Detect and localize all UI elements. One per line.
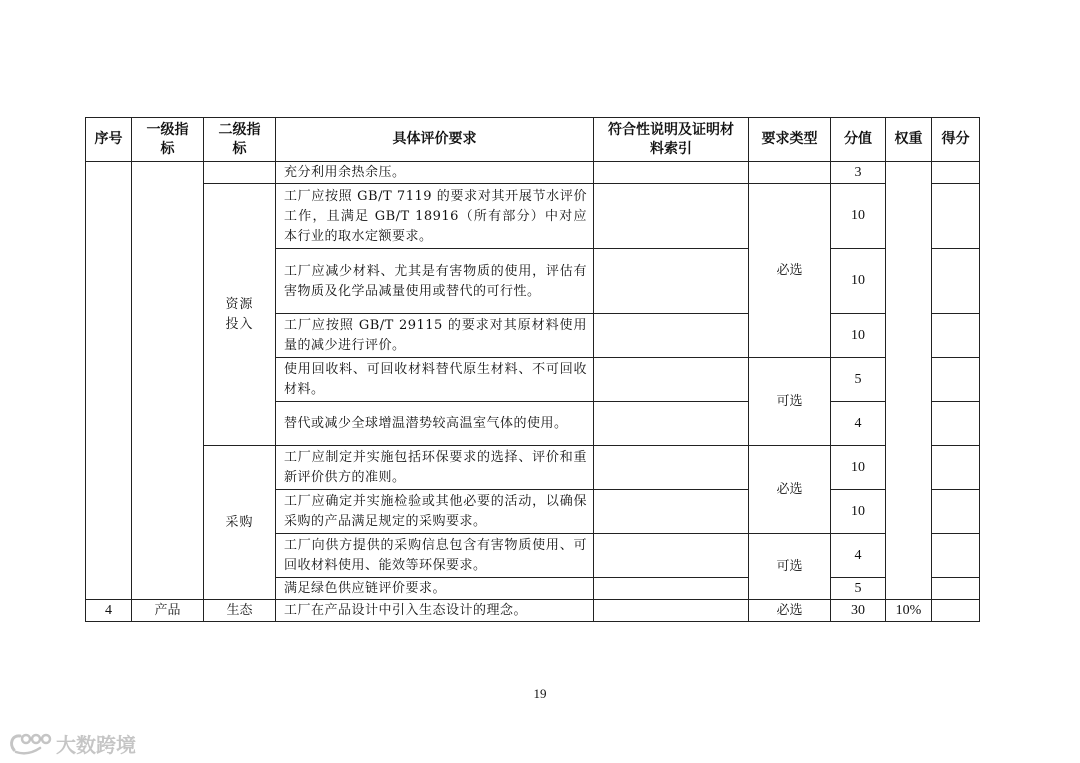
result-cell[interactable] bbox=[932, 184, 980, 249]
result-cell[interactable] bbox=[932, 314, 980, 358]
requirement-cell: 工厂向供方提供的采购信息包含有害物质使用、可回收材料使用、能效等环保要求。 bbox=[276, 534, 594, 578]
score-cell: 3 bbox=[831, 162, 886, 184]
header-level1: 一级指标 bbox=[132, 118, 204, 162]
seq-cell: 4 bbox=[86, 600, 132, 622]
page-number: 19 bbox=[533, 686, 547, 701]
requirement-cell: 使用回收料、可回收材料替代原生材料、不可回收材料。 bbox=[276, 358, 594, 402]
type-optional: 可选 bbox=[749, 534, 831, 600]
result-cell[interactable] bbox=[932, 578, 980, 600]
watermark-logo-icon bbox=[8, 730, 52, 756]
seq-cell bbox=[86, 162, 132, 600]
evidence-cell[interactable] bbox=[594, 314, 749, 358]
evaluation-table bbox=[85, 117, 980, 622]
requirement-cell: 满足绿色供应链评价要求。 bbox=[276, 578, 594, 600]
type-mandatory: 必选 bbox=[749, 446, 831, 534]
table-row bbox=[86, 600, 980, 622]
header-weight: 权重 bbox=[886, 118, 932, 162]
evidence-cell[interactable] bbox=[594, 184, 749, 249]
type-cell bbox=[749, 162, 831, 184]
requirement-cell: 工厂应制定并实施包括环保要求的选择、评价和重新评价供方的准则。 bbox=[276, 446, 594, 490]
score-cell: 4 bbox=[831, 402, 886, 446]
evidence-cell[interactable] bbox=[594, 162, 749, 184]
header-seq: 序号 bbox=[86, 118, 132, 162]
weight-cell bbox=[886, 162, 932, 600]
requirement-cell: 工厂应确定并实施检验或其他必要的活动，以确保采购的产品满足规定的采购要求。 bbox=[276, 490, 594, 534]
score-cell: 10 bbox=[831, 249, 886, 314]
score-cell: 10 bbox=[831, 314, 886, 358]
score-cell: 10 bbox=[831, 184, 886, 249]
level2-resource-input: 资源投入 bbox=[204, 184, 276, 446]
header-evidence: 符合性说明及证明材料索引 bbox=[594, 118, 749, 162]
header-requirement: 具体评价要求 bbox=[276, 118, 594, 162]
level1-cell: 产品 bbox=[132, 600, 204, 622]
requirement-cell: 替代或减少全球增温潜势较高温室气体的使用。 bbox=[276, 402, 594, 446]
result-cell[interactable] bbox=[932, 534, 980, 578]
type-cell: 必选 bbox=[749, 600, 831, 622]
result-cell[interactable] bbox=[932, 600, 980, 622]
requirement-cell: 工厂应减少材料、尤其是有害物质的使用，评估有害物质及化学品减量使用或替代的可行性。 bbox=[276, 249, 594, 314]
score-cell: 5 bbox=[831, 578, 886, 600]
table-header-row bbox=[86, 118, 980, 162]
evidence-cell[interactable] bbox=[594, 490, 749, 534]
evidence-cell[interactable] bbox=[594, 249, 749, 314]
type-mandatory: 必选 bbox=[749, 184, 831, 358]
level2-cell: 生态 bbox=[204, 600, 276, 622]
header-score: 分值 bbox=[831, 118, 886, 162]
type-optional: 可选 bbox=[749, 358, 831, 446]
score-cell: 5 bbox=[831, 358, 886, 402]
header-type: 要求类型 bbox=[749, 118, 831, 162]
header-result: 得分 bbox=[932, 118, 980, 162]
evidence-cell[interactable] bbox=[594, 358, 749, 402]
evidence-cell[interactable] bbox=[594, 446, 749, 490]
requirement-cell: 工厂在产品设计中引入生态设计的理念。 bbox=[276, 600, 594, 622]
level2-procurement: 采购 bbox=[204, 446, 276, 600]
evidence-cell[interactable] bbox=[594, 402, 749, 446]
result-cell[interactable] bbox=[932, 490, 980, 534]
score-cell: 10 bbox=[831, 446, 886, 490]
requirement-cell: 工厂应按照 GB/T 29115 的要求对其原材料使用量的减少进行评价。 bbox=[276, 314, 594, 358]
watermark bbox=[8, 728, 136, 758]
score-cell: 10 bbox=[831, 490, 886, 534]
result-cell[interactable] bbox=[932, 249, 980, 314]
evidence-cell[interactable] bbox=[594, 600, 749, 622]
table-row bbox=[86, 162, 980, 184]
requirement-cell: 工厂应按照 GB/T 7119 的要求对其开展节水评价工作，且满足 GB/T 18916（所有部分）中对应本行业的取水定额要求。 bbox=[276, 184, 594, 249]
result-cell[interactable] bbox=[932, 162, 980, 184]
requirement-cell: 充分利用余热余压。 bbox=[276, 162, 594, 184]
weight-cell: 10% bbox=[886, 600, 932, 622]
score-cell: 30 bbox=[831, 600, 886, 622]
table-row bbox=[86, 446, 980, 490]
watermark-text: 大数跨境 bbox=[56, 732, 136, 757]
header-level2: 二级指标 bbox=[204, 118, 276, 162]
result-cell[interactable] bbox=[932, 358, 980, 402]
table-row bbox=[86, 184, 980, 249]
evidence-cell[interactable] bbox=[594, 578, 749, 600]
result-cell[interactable] bbox=[932, 402, 980, 446]
evidence-cell[interactable] bbox=[594, 534, 749, 578]
level2-cell bbox=[204, 162, 276, 184]
score-cell: 4 bbox=[831, 534, 886, 578]
result-cell[interactable] bbox=[932, 446, 980, 490]
level1-cell bbox=[132, 162, 204, 600]
